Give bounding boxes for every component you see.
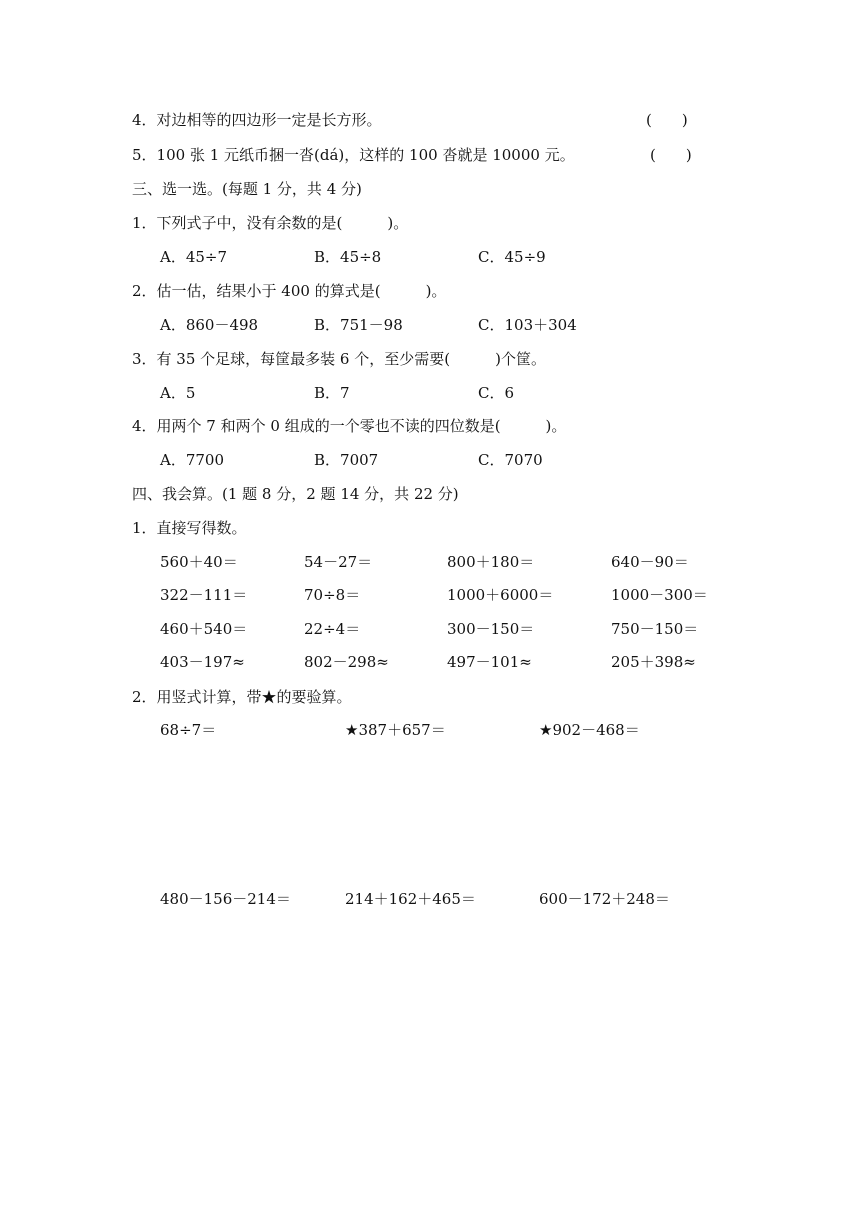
oral-calc-item: 322－111＝ [160,586,248,604]
oral-calc-item: 403－197≈ [160,653,245,671]
option-a[interactable]: A．5 [160,384,196,402]
vertical-calc-row-1 [0,720,860,740]
oral-calc-item: 750－150＝ [611,620,699,638]
option-c[interactable]: C．7070 [478,451,543,469]
option-b[interactable]: B．45÷8 [314,248,382,266]
oral-calc-item: 54－27＝ [304,553,373,571]
option-c[interactable]: C．103＋304 [478,316,577,334]
oral-calc-row-1 [0,552,860,572]
option-b[interactable]: B．7007 [314,451,379,469]
option-a[interactable]: A．45÷7 [160,248,228,266]
option-c[interactable]: C．45÷9 [478,248,546,266]
choice-question-2: 2．估一估，结果小于 400 的算式是( )。 [132,282,447,300]
choice-question-3: 3．有 35 个足球，每筐最多装 6 个，至少需要( )个筐。 [132,350,546,368]
oral-calc-item: 800＋180＝ [447,553,535,571]
oral-calc-item: 1000－300＝ [611,586,708,604]
oral-calc-item: 22÷4＝ [304,620,361,638]
oral-calc-item: 802－298≈ [304,653,389,671]
option-a[interactable]: A．7700 [160,451,225,469]
oral-calc-item: 1000＋6000＝ [447,586,554,604]
oral-calc-item: 205＋398≈ [611,653,696,671]
vertical-calc-item: 600－172＋248＝ [539,890,670,908]
section-heading-choice: 三、选一选。(每题 1 分，共 4 分) [132,180,362,198]
oral-calc-row-4 [0,652,860,672]
oral-calc-item: 640－90＝ [611,553,689,571]
judge-question-5: 5．100 张 1 元纸币捆一沓(dá)，这样的 100 沓就是 10000 元。 [132,146,575,164]
choice-options-3 [0,383,860,403]
vertical-calc-item: 480－156－214＝ [160,890,291,908]
vertical-calc-row-2 [0,889,860,909]
vertical-calc-item: ★387＋657＝ [345,721,446,739]
choice-options-1 [0,247,860,267]
option-a[interactable]: A．860－498 [160,316,259,334]
oral-calc-item: 70÷8＝ [304,586,361,604]
calc-question-1: 1．直接写得数。 [132,519,247,537]
vertical-calc-item: ★902－468＝ [539,721,640,739]
option-b[interactable]: B．751－98 [314,316,403,334]
calc-question-2: 2．用竖式计算，带★的要验算。 [132,688,352,706]
choice-options-4 [0,450,860,470]
choice-options-2 [0,315,860,335]
oral-calc-item: 560＋40＝ [160,553,238,571]
option-b[interactable]: B．7 [314,384,350,402]
judge-answer-paren-5[interactable]: ( ) [650,146,692,164]
oral-calc-row-3 [0,619,860,639]
oral-calc-item: 300－150＝ [447,620,535,638]
option-c[interactable]: C．6 [478,384,515,402]
oral-calc-item: 460＋540＝ [160,620,248,638]
choice-question-1: 1．下列式子中，没有余数的是( )。 [132,214,409,232]
choice-question-4: 4．用两个 7 和两个 0 组成的一个零也不读的四位数是( )。 [132,417,567,435]
oral-calc-row-2 [0,585,860,605]
section-heading-calc: 四、我会算。(1 题 8 分，2 题 14 分，共 22 分) [132,485,459,503]
oral-calc-item: 497－101≈ [447,653,532,671]
vertical-calc-item: 68÷7＝ [160,721,217,739]
judge-answer-paren-4[interactable]: ( ) [646,111,688,129]
vertical-calc-item: 214＋162＋465＝ [345,890,476,908]
judge-question-4: 4．对边相等的四边形一定是长方形。 [132,111,382,129]
